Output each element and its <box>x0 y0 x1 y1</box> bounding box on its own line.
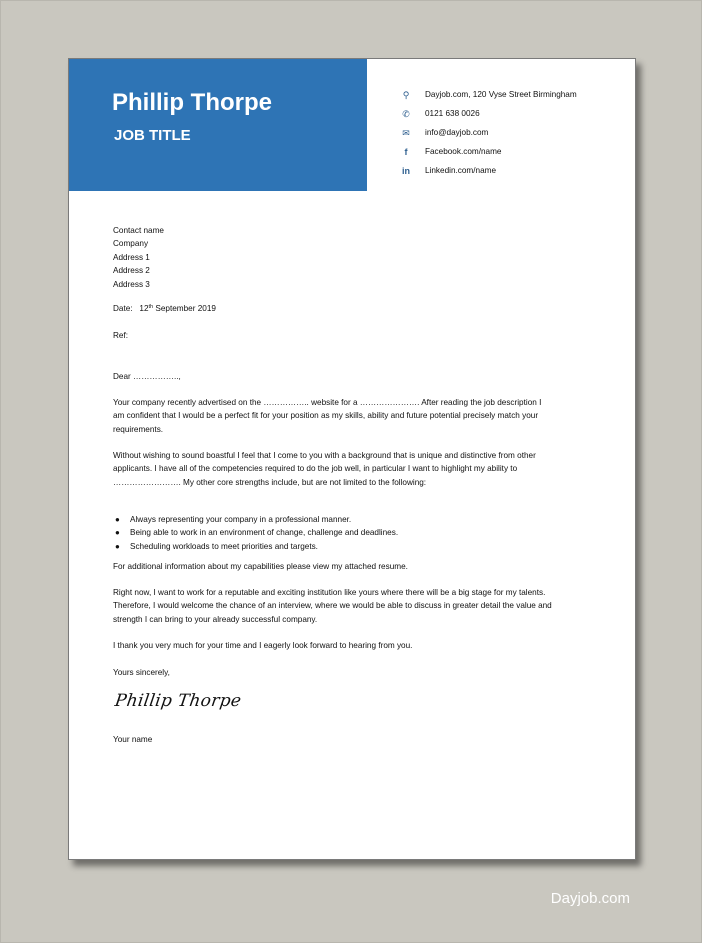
recipient-address <box>113 224 553 291</box>
map-pin-icon: ⚲ <box>402 89 410 100</box>
contact-linkedin-text: Linkedin.com/name <box>425 166 496 175</box>
applicant-name: Phillip Thorpe <box>112 89 272 116</box>
bullet-icon: ● <box>115 541 120 551</box>
paragraph-thanks: I thank you very much for your time and I eagerly look forward to hearing from you. <box>113 641 413 650</box>
recipient-address-line-3: Address 3 <box>113 279 150 289</box>
list-item <box>113 526 553 539</box>
bullet-text: Always representing your company in a professional manner. <box>130 515 352 524</box>
greeting: Dear …………….., <box>113 372 181 381</box>
recipient-address-line-1: Address 1 <box>113 252 150 262</box>
contact-address-text: Dayjob.com, 120 Vyse Street Birmingham <box>425 90 577 99</box>
contact-facebook-text: Facebook.com/name <box>425 147 502 156</box>
bullet-text: Scheduling workloads to meet priorities and targets. <box>130 541 318 551</box>
contact-phone <box>399 108 629 127</box>
phone-icon: ✆ <box>402 108 410 119</box>
date-rest: September 2019 <box>155 304 216 313</box>
paragraph-strengths: Without wishing to sound boastful I feel that I come to you with a background that is unique and distinctive from other applicants. I have all of the competencies required to do the job well, in particular I want to highlight my ability to ……………………. My other core strengths include, but are not limited to the following: <box>113 451 536 487</box>
recipient-address-line-2: Address 2 <box>113 266 150 276</box>
contact-email-text: info@dayjob.com <box>425 128 489 137</box>
bullet-icon: ● <box>115 528 120 538</box>
contact-linkedin <box>399 165 629 184</box>
signature: Phillip Thorpe <box>113 691 243 711</box>
closing: Yours sincerely, <box>113 668 170 677</box>
linkedin-icon: in <box>402 166 410 176</box>
header-banner <box>69 59 367 191</box>
facebook-icon: f <box>404 147 408 157</box>
contact-email <box>399 127 629 146</box>
list-item <box>113 513 553 526</box>
email-icon: ✉ <box>402 127 410 138</box>
letter-date <box>113 302 553 315</box>
brand-watermark: Dayjob.com <box>550 890 630 907</box>
contact-address <box>399 89 629 108</box>
paragraph-resume: For additional information about my capabilities please view my attached resume. <box>113 562 408 571</box>
bullet-icon: ● <box>115 515 120 524</box>
recipient-company: Company <box>113 239 149 249</box>
recipient-contact-name: Contact name <box>113 226 164 235</box>
contact-details <box>399 89 629 184</box>
list-item <box>113 540 553 553</box>
your-name: Your name <box>113 735 153 744</box>
contact-facebook <box>399 146 629 165</box>
date-suffix: th <box>148 304 154 310</box>
paragraph-interview: Right now, I want to work for a reputable and exciting institution like yours where there will be a big stage for my talents. Therefore, I would welcome the chance of an interview, where we would be able to discuss in greater detail the value and strength I can bring to your already successful company. <box>113 588 552 624</box>
date-day: 12 <box>139 304 149 313</box>
paragraph-intro: Your company recently advertised on the …………….. website for a …………………. After reading the job description I am confident that I would be a perfect fit for your position as my skills, ability and future potential precisely match your requirements. <box>113 398 542 434</box>
bullet-text: Being able to work in an environment of change, challenge and deadlines. <box>130 528 399 538</box>
cover-letter-page <box>68 58 636 860</box>
contact-phone-text: 0121 638 0026 <box>425 109 480 118</box>
job-title: JOB TITLE <box>114 127 191 144</box>
reference: Ref: <box>113 331 129 340</box>
date-label: Date: <box>113 304 133 313</box>
strengths-list <box>113 513 553 553</box>
